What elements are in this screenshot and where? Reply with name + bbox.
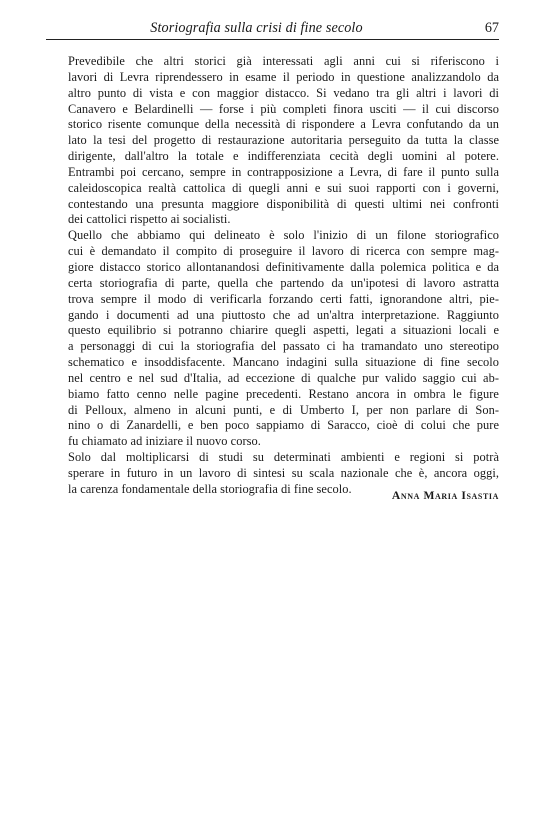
paragraph-2 xyxy=(46,228,499,450)
text-line: contestando una presunta maggiore disponibilità di questi ultimi nei confronti xyxy=(68,196,499,211)
text-line: Entrambi poi cercano, sempre in contrapposizione a Levra, di fare il punto sulla xyxy=(68,164,499,179)
text-line: la carenza fondamentale della storiografia di fine secolo. xyxy=(68,481,352,496)
article-body xyxy=(46,54,499,498)
paragraph-1 xyxy=(46,54,499,228)
text-line: Quello che abbiamo qui delineato è solo l'inizio di un filone storiografico xyxy=(68,228,499,243)
text-line: questo equilibrio si potranno chiarire quegli aspetti, legati a situazioni locali e xyxy=(68,323,499,338)
text-line: gando i documenti ad una piuttosto che ad un'altra interpretazione. Raggiunto xyxy=(68,307,499,322)
text-line: dirigente, dall'altro la totale e indifferenziata cecità degli uomini al potere. xyxy=(68,149,499,164)
text-line: lato la tesi del progetto di restaurazione autoritaria perseguito da tutta la classe xyxy=(68,133,499,148)
running-title: Storiografia sulla crisi di fine secolo xyxy=(150,20,363,36)
text-line: nino o di Zanardelli, e ben poco sappiamo di Saracco, cioè di colui che pure xyxy=(68,418,499,433)
text-line: fu chiamato ad iniziare il nuovo corso. xyxy=(68,434,261,449)
text-line: sperare in futuro in un lavoro di sintesi su scala nazionale che è, ancora oggi, xyxy=(68,465,499,480)
text-line: caleidoscopica realtà cattolica di quegli anni e sui suoi rapporti con i governi, xyxy=(68,180,499,195)
text-line: Canavero e Belardinelli — forse i più completi finora usciti — il cui discorso xyxy=(68,101,499,116)
running-head xyxy=(46,19,499,40)
page-number: 67 xyxy=(484,20,499,36)
text-line: schematico e insoddisfacente. Mancano indagini sulla situazione di fine secolo xyxy=(68,355,499,370)
text-line: certa storiografia di parte, quella che partendo da un'ipotesi di lavoro astratta xyxy=(68,275,499,290)
author-signature: Anna Maria Isastia xyxy=(391,489,499,502)
text-line: a personaggi di cui la storiografia del passato ci ha tramandato uno stereotipo xyxy=(68,339,499,354)
text-line: dei cattolici rispetto ai socialisti. xyxy=(68,212,231,227)
text-line: storico risente comunque della necessità di rispondere a Levra confutando da un xyxy=(68,117,499,132)
text-line: Prevedibile che altri storici già interessati agli anni cui si riferiscono i xyxy=(68,54,499,68)
text-line: nel centro e nel sud d'Italia, ad eccezione di qualche pur valido saggio cui ab- xyxy=(68,370,499,385)
text-line: trova sempre il modo di verificarla forzando certi fatti, ignorandone altri, pie- xyxy=(68,291,499,306)
text-line: cui è demandato il compito di proseguire il lavoro di ricerca con sempre mag- xyxy=(68,244,499,259)
text-line: biamo fatto cenno nelle pagine precedenti. Restano ancora in ombra le figure xyxy=(68,386,499,401)
text-line: lavori di Levra riprendessero in esame il periodo in questione analizzandolo da xyxy=(68,69,499,84)
text-line: giore distacco storico allontanandosi definitivamente dalla polemica politica e da xyxy=(68,259,499,274)
text-line: di Pelloux, almeno in alcuni punti, e di Umberto I, per non parlare di Son- xyxy=(68,402,499,417)
text-line: altro punto di vista e con maggior distacco. Si vedano tra gli altri i lavori di xyxy=(68,85,499,100)
text-line: Solo dal moltiplicarsi di studi su determinati ambienti e regioni si potrà xyxy=(68,450,499,465)
